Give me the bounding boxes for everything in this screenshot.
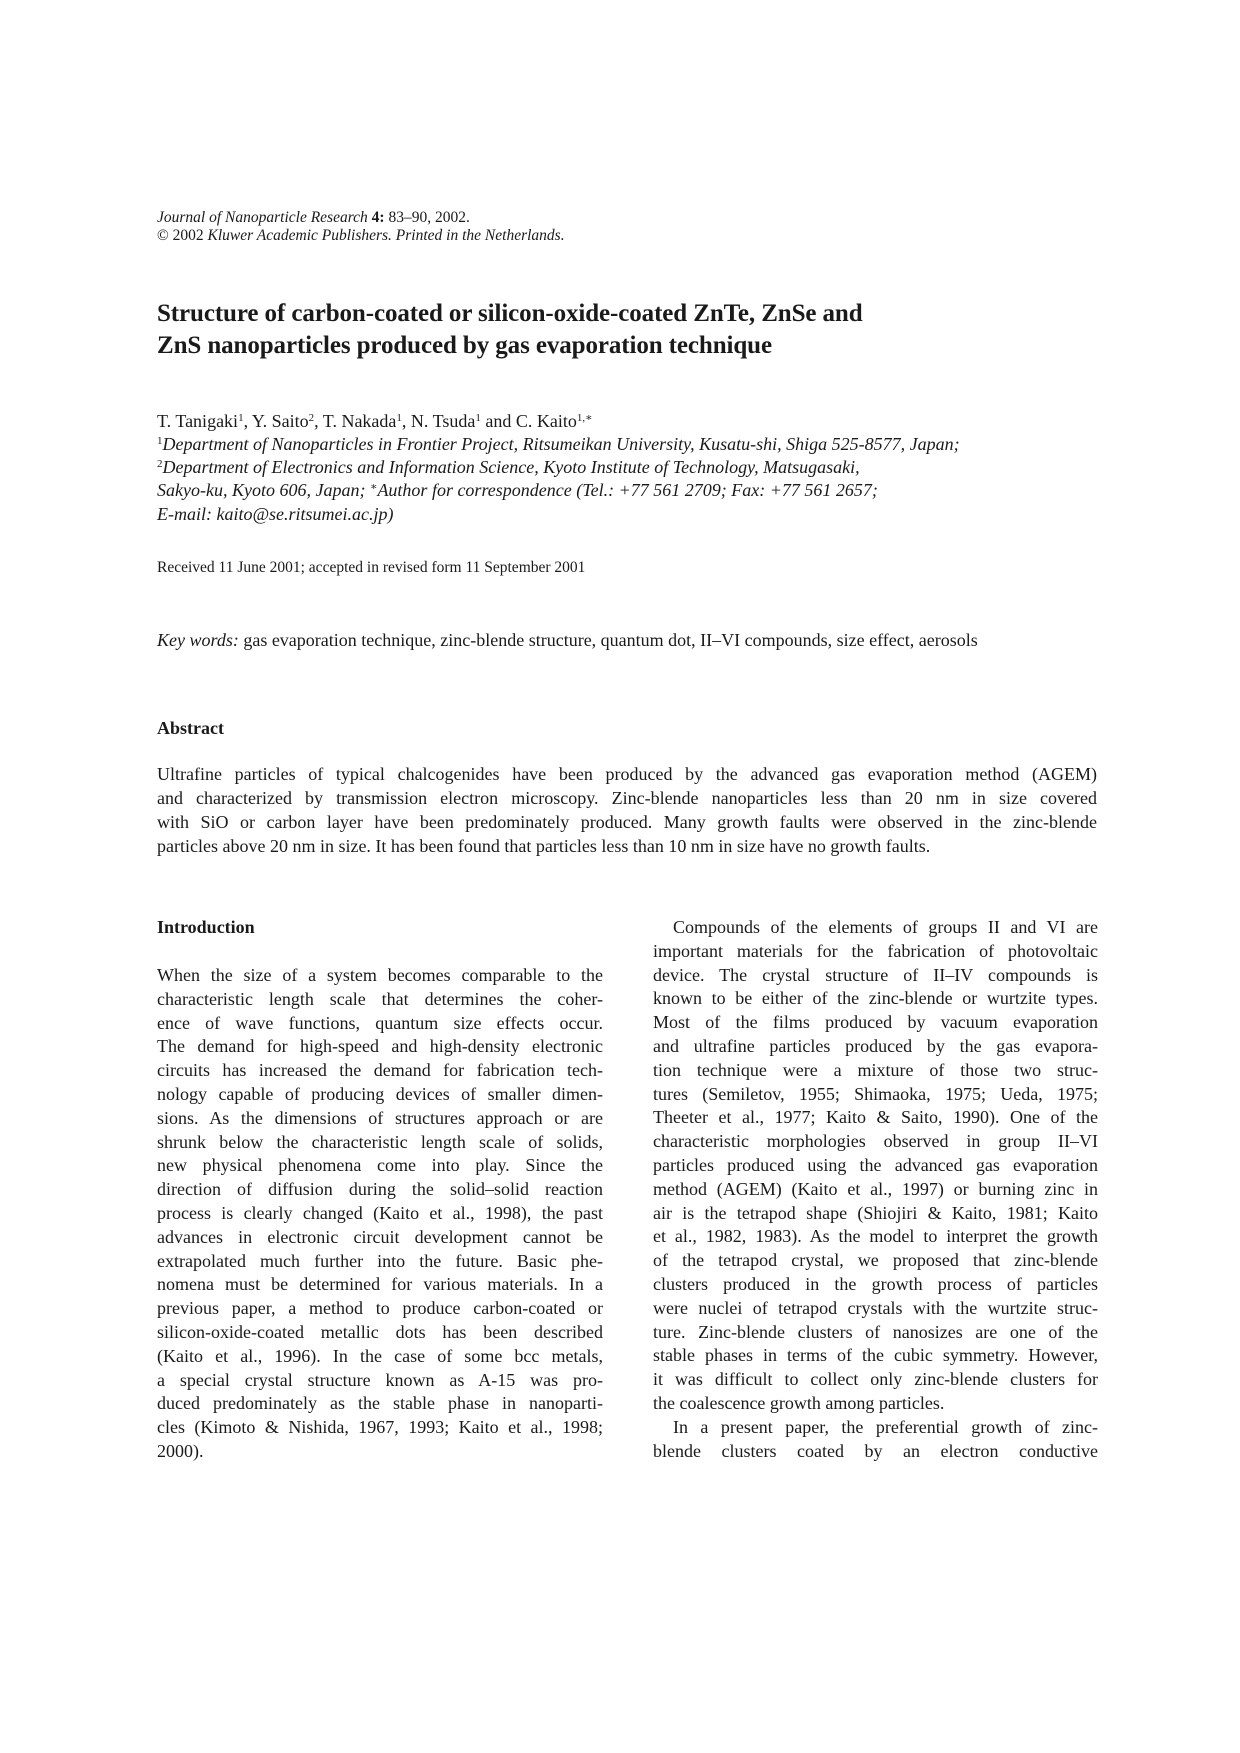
- copyright-year: 2002: [172, 227, 204, 244]
- author-name: T. Nakada: [322, 411, 397, 431]
- paper-title-line-2: ZnS nanoparticles produced by gas evaporation technique: [157, 332, 772, 359]
- author: [323, 411, 411, 431]
- correspondence-text: Author for correspondence (Tel.: +77 561 2709; Fax: +77 561 2657;: [377, 480, 878, 500]
- keywords: [157, 629, 978, 652]
- body-line: new physical phenomena come into play. Since the: [157, 1155, 603, 1176]
- abstract-line: particles above 20 nm in size. It has been found that particles less than 10 nm in size have no growth faults.: [157, 836, 931, 856]
- journal-name: Journal of Nanoparticle Research: [157, 209, 368, 226]
- author-name: Y. Saito: [251, 411, 309, 431]
- body-line: 2000).: [157, 1440, 204, 1461]
- author: [516, 411, 593, 431]
- body-line: of the tetrapod crystal, we proposed that zinc-blende: [653, 1250, 1098, 1271]
- body-line: nomena must be determined for various materials. In a: [157, 1274, 603, 1295]
- body-line: characteristic length scale that determines the coher-: [157, 988, 603, 1009]
- publisher-line: Kluwer Academic Publishers. Printed in the Netherlands.: [207, 227, 565, 244]
- body-line: duced predominately as the stable phase in nanoparti-: [157, 1393, 603, 1414]
- body-line: process is clearly changed (Kaito et al., 1998), the past: [157, 1202, 603, 1223]
- author-name: C. Kaito: [515, 411, 577, 431]
- correspondence-email: E-mail: kaito@se.ritsumei.ac.jp): [157, 504, 394, 524]
- affiliation-2: [157, 456, 860, 479]
- journal-volume: 4:: [371, 209, 385, 226]
- affiliation-text: Sakyo-ku, Kyoto 606, Japan;: [157, 480, 370, 500]
- affiliation-2-continued: [157, 479, 878, 502]
- journal-pages-year: 83–90, 2002.: [388, 209, 470, 226]
- body-line: were nuclei of tetrapod crystals with the wurtzite struc-: [653, 1297, 1098, 1318]
- author-affiliation-mark: 1: [475, 412, 481, 424]
- author-affiliation-mark: 2: [308, 412, 315, 424]
- body-line: the coalescence growth among particles.: [653, 1392, 945, 1413]
- body-line: tures (Semiletov, 1955; Shimaoka, 1975; Ueda, 1975;: [653, 1083, 1098, 1104]
- keywords-text: gas evaporation technique, zinc-blende structure, quantum dot, II–VI compounds, size effect, aerosols: [238, 630, 978, 650]
- author: [411, 411, 516, 431]
- body-line: and ultrafine particles produced by the gas evapora-: [653, 1035, 1098, 1056]
- body-line: important materials for the fabrication of photovoltaic: [653, 940, 1098, 961]
- author-affiliation-mark: 1: [238, 412, 244, 424]
- correspondence-mark: ∗: [369, 481, 378, 493]
- body-line: known to be either of the zinc-blende or wurtzite types.: [653, 988, 1098, 1009]
- body-line: (Kaito et al., 1996). In the case of some bcc metals,: [157, 1345, 603, 1366]
- abstract-line: with SiO or carbon layer have been predominately produced. Many growth faults were observed in the zinc-blende: [157, 812, 1097, 832]
- body-line: stable phases in terms of the cubic symmetry. However,: [653, 1345, 1098, 1366]
- paper-title-line-1: Structure of carbon-coated or silicon-oxide-coated ZnTe, ZnSe and: [157, 300, 863, 327]
- body-line: nology capable of producing devices of smaller dimen-: [157, 1083, 603, 1104]
- left-column: [157, 964, 603, 1464]
- body-line: air is the tetrapod shape (Shiojiri & Kaito, 1981; Kaito: [653, 1202, 1098, 1223]
- copyright-line: [157, 227, 565, 245]
- author-name: N. Tsuda: [410, 411, 476, 431]
- affiliation-1: [157, 433, 960, 456]
- body-line: tion technique were a mixture of those two struc-: [653, 1059, 1098, 1080]
- body-line: it was difficult to collect only zinc-blende clusters for: [653, 1369, 1098, 1390]
- abstract-body: [157, 762, 1097, 858]
- body-line: method (AGEM) (Kaito et al., 1997) or burning zinc in: [653, 1178, 1098, 1199]
- author-separator: ,: [314, 411, 323, 431]
- affiliation-text: Department of Electronics and Information Science, Kyoto Institute of Technology, Matsugasaki,: [162, 457, 860, 477]
- body-line: a special crystal structure known as A-15 was pro-: [157, 1369, 603, 1390]
- author-separator: ,: [401, 411, 411, 431]
- body-line: clusters produced in the growth process of particles: [653, 1273, 1098, 1294]
- body-line: shrunk below the characteristic length scale of solids,: [157, 1131, 603, 1152]
- body-line: direction of diffusion during the solid–solid reaction: [157, 1179, 603, 1200]
- abstract-heading: Abstract: [157, 718, 224, 738]
- body-line: device. The crystal structure of II–IV compounds is: [653, 964, 1098, 985]
- author-affiliation-mark: 1,∗: [576, 412, 593, 424]
- body-line: previous paper, a method to produce carbon-coated or: [157, 1298, 603, 1319]
- body-line: extrapolated much further into the future. Basic phe-: [157, 1250, 603, 1271]
- affiliation-text: Department of Nanoparticles in Frontier Project, Ritsumeikan University, Kusatu-shi, Shiga 525-8577, Japan;: [162, 434, 960, 454]
- copyright-symbol: ©: [157, 227, 169, 244]
- author-name: T. Tanigaki: [157, 411, 239, 431]
- body-line: ture. Zinc-blende clusters of nanosizes are one of the: [653, 1321, 1098, 1342]
- body-line: Most of the films produced by vacuum evaporation: [653, 1012, 1098, 1033]
- body-line: ence of wave functions, quantum size effects occur.: [157, 1012, 603, 1033]
- author-separator: ,: [243, 411, 252, 431]
- body-line: particles produced using the advanced gas evaporation: [653, 1154, 1098, 1175]
- body-line: et al., 1982, 1983). As the model to interpret the growth: [653, 1226, 1098, 1247]
- body-line: circuits has increased the demand for fabrication tech-: [157, 1060, 603, 1081]
- right-column: [653, 916, 1098, 1463]
- journal-citation: [157, 209, 470, 227]
- body-line: In a present paper, the preferential growth of zinc-: [673, 1416, 1098, 1437]
- author-affiliation-mark: 1: [396, 412, 402, 424]
- body-line: cles (Kimoto & Nishida, 1967, 1993; Kaito et al., 1998;: [157, 1417, 603, 1438]
- affiliation-mark: 2: [157, 458, 163, 470]
- author: [252, 411, 323, 431]
- body-line: sions. As the dimensions of structures approach or are: [157, 1107, 603, 1128]
- abstract-line: Ultrafine particles of typical chalcogenides have been produced by the advanced gas evaporation method (AGEM): [157, 764, 1097, 784]
- body-line: advances in electronic circuit development cannot be: [157, 1226, 603, 1247]
- introduction-heading: Introduction: [157, 917, 255, 937]
- body-line: The demand for high-speed and high-density electronic: [157, 1036, 603, 1057]
- body-line: Theeter et al., 1977; Kaito & Saito, 1990). One of the: [653, 1107, 1098, 1128]
- author-list: [157, 410, 593, 433]
- body-line: blende clusters coated by an electron conductive: [653, 1440, 1098, 1461]
- body-line: Compounds of the elements of groups II and VI are: [673, 917, 1098, 937]
- received-dates: Received 11 June 2001; accepted in revised form 11 September 2001: [157, 559, 586, 576]
- author: [157, 411, 252, 431]
- author-separator: and: [480, 411, 516, 431]
- abstract-line: and characterized by transmission electron microscopy. Zinc-blende nanoparticles less than 20 nm in size covered: [157, 788, 1097, 808]
- body-line: silicon-oxide-coated metallic dots has been described: [157, 1321, 603, 1342]
- body-line: When the size of a system becomes comparable to the: [157, 965, 603, 985]
- affiliation-mark: 1: [157, 435, 163, 447]
- keywords-label: Key words:: [157, 630, 239, 650]
- body-line: characteristic morphologies observed in group II–VI: [653, 1131, 1098, 1152]
